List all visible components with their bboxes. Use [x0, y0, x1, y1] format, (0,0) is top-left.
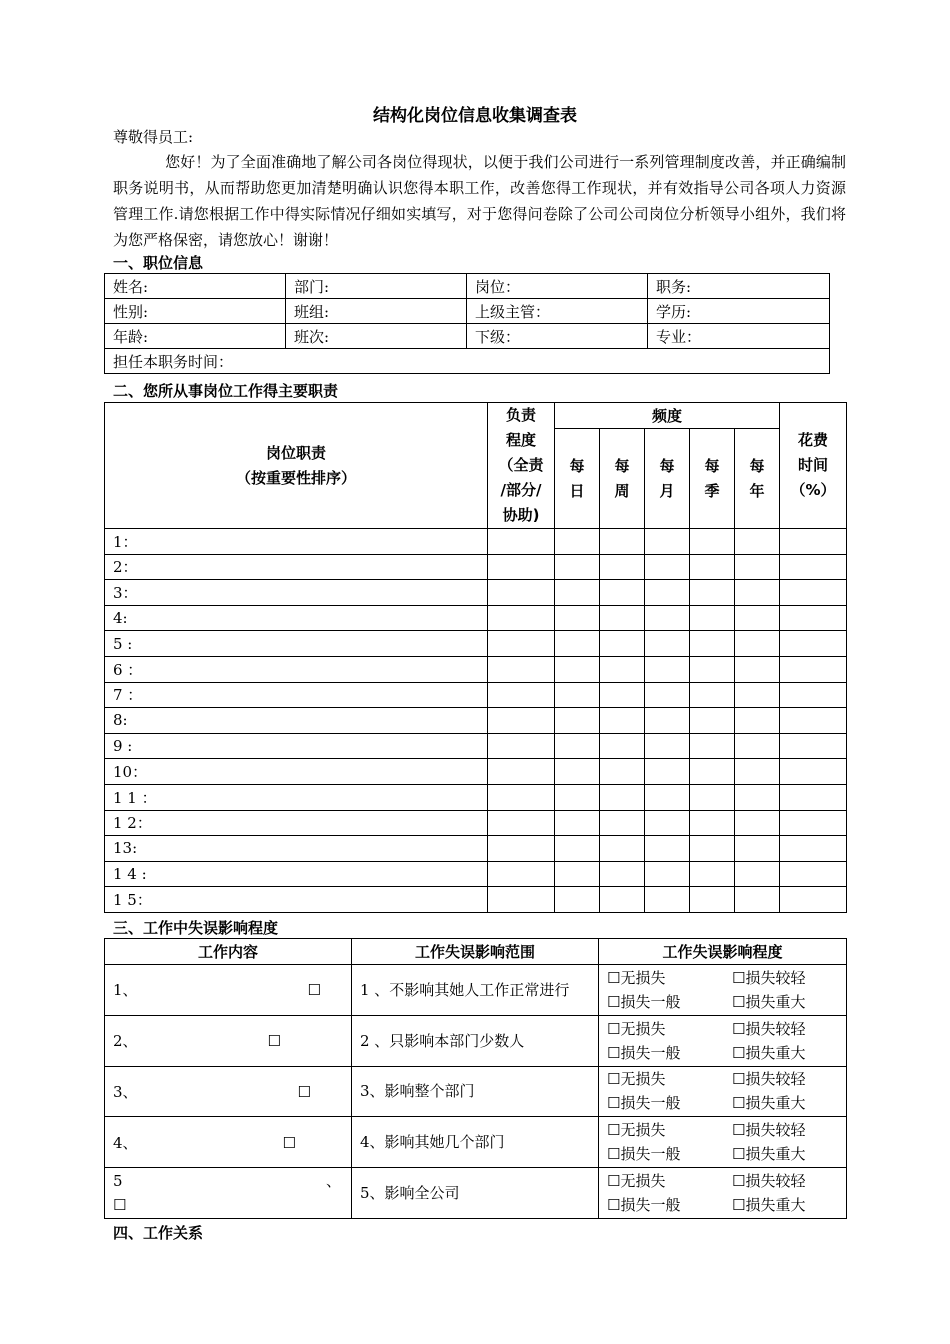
- impact-degree-cell: [599, 1066, 847, 1117]
- degree-option[interactable]: ☐损失一般: [607, 1196, 681, 1215]
- time-spent-header: 花费 时间 （%）: [780, 403, 847, 529]
- duty-input-cell[interactable]: [690, 887, 735, 913]
- duty-input-cell[interactable]: [645, 529, 690, 555]
- degree-option[interactable]: ☐无损失: [607, 1172, 666, 1191]
- degree-option[interactable]: ☐损失重大: [732, 1043, 806, 1062]
- col-impact-scope: 工作失误影响范围: [352, 939, 599, 965]
- duty-input-cell[interactable]: [600, 554, 645, 580]
- impact-scope-cell: 4、影响其她几个部门: [352, 1117, 599, 1168]
- duty-input-cell[interactable]: [690, 836, 735, 862]
- duty-row: [105, 784, 847, 810]
- duty-input-cell[interactable]: [488, 708, 555, 734]
- duty-row: [105, 759, 847, 785]
- duty-input-cell[interactable]: [735, 733, 780, 759]
- degree-option[interactable]: ☐无损失: [607, 1070, 666, 1089]
- work-content-cell[interactable]: 3、 ☐: [105, 1066, 352, 1117]
- impact-degree-cell: [599, 1015, 847, 1066]
- duty-row: [105, 887, 847, 913]
- position-info-table: [104, 273, 830, 374]
- duty-input-cell[interactable]: [488, 759, 555, 785]
- degree-option[interactable]: ☐损失较轻: [732, 968, 806, 987]
- duty-input-cell[interactable]: [600, 682, 645, 708]
- checkbox-icon[interactable]: ☐: [113, 1196, 127, 1215]
- duty-input-cell[interactable]: [600, 580, 645, 606]
- duty-input-cell[interactable]: [555, 887, 600, 913]
- duty-input-cell[interactable]: [488, 784, 555, 810]
- degree-option[interactable]: ☐损失重大: [732, 1196, 806, 1215]
- frequency-header: 频度: [555, 403, 780, 429]
- degree-option[interactable]: ☐无损失: [607, 1121, 666, 1140]
- duty-input-cell[interactable]: [555, 554, 600, 580]
- duty-input-cell[interactable]: [690, 580, 735, 606]
- info-field[interactable]: 姓名:: [105, 274, 286, 299]
- degree-option[interactable]: ☐损失一般: [607, 1094, 681, 1113]
- section-2-heading: 二、您所从事岗位工作得主要职责: [113, 382, 339, 400]
- duty-row: [105, 605, 847, 631]
- duty-cell[interactable]: 7 ：: [105, 682, 488, 708]
- duty-input-cell[interactable]: [690, 733, 735, 759]
- duty-input-cell[interactable]: [735, 554, 780, 580]
- duty-input-cell[interactable]: [780, 708, 847, 734]
- info-row: [105, 349, 830, 374]
- duty-input-cell[interactable]: [488, 580, 555, 606]
- info-field[interactable]: 上级主管：: [467, 299, 648, 324]
- responsibility-header: 负责 程度 （全责 /部分/ 协助): [488, 403, 555, 529]
- duty-input-cell[interactable]: [488, 656, 555, 682]
- info-field[interactable]: 班组:: [286, 299, 467, 324]
- duty-input-cell[interactable]: [600, 605, 645, 631]
- duty-row: [105, 810, 847, 836]
- frequency-col-header: 每 周: [600, 429, 645, 529]
- duty-input-cell[interactable]: [645, 554, 690, 580]
- duty-input-cell[interactable]: [690, 554, 735, 580]
- impact-row: [105, 965, 847, 1016]
- duty-input-cell[interactable]: [600, 784, 645, 810]
- duty-input-cell[interactable]: [555, 580, 600, 606]
- info-field[interactable]: 部门:: [286, 274, 467, 299]
- duty-input-cell[interactable]: [600, 861, 645, 887]
- duty-input-cell[interactable]: [780, 605, 847, 631]
- duty-input-cell[interactable]: [690, 810, 735, 836]
- duty-input-cell[interactable]: [735, 836, 780, 862]
- duty-input-cell[interactable]: [690, 656, 735, 682]
- duty-input-cell[interactable]: [555, 733, 600, 759]
- duty-input-cell[interactable]: [735, 861, 780, 887]
- duty-input-cell[interactable]: [735, 810, 780, 836]
- frequency-col-header: 每 日: [555, 429, 600, 529]
- duty-row: [105, 836, 847, 862]
- duty-row: [105, 733, 847, 759]
- duty-input-cell[interactable]: [555, 784, 600, 810]
- duty-input-cell[interactable]: [600, 529, 645, 555]
- info-field[interactable]: 下级：: [467, 324, 648, 349]
- duty-input-cell[interactable]: [780, 682, 847, 708]
- duty-input-cell[interactable]: [690, 784, 735, 810]
- duty-input-cell[interactable]: [645, 733, 690, 759]
- duty-input-cell[interactable]: [690, 861, 735, 887]
- info-field[interactable]: 职务:: [648, 274, 830, 299]
- impact-degree-cell: [599, 965, 847, 1016]
- duty-cell[interactable]: 4:: [105, 605, 488, 631]
- section-3-heading: 三、工作中失误影响程度: [113, 919, 279, 937]
- info-field[interactable]: 班次:: [286, 324, 467, 349]
- col-impact-degree: 工作失误影响程度: [599, 939, 847, 965]
- duty-input-cell[interactable]: [645, 887, 690, 913]
- duty-cell[interactable]: 10：: [105, 759, 488, 785]
- duty-input-cell[interactable]: [735, 784, 780, 810]
- duty-input-cell[interactable]: [780, 887, 847, 913]
- degree-option[interactable]: ☐损失一般: [607, 992, 681, 1011]
- frequency-col-header: 每 月: [645, 429, 690, 529]
- degree-option[interactable]: ☐损失一般: [607, 1145, 681, 1164]
- page-title: 结构化岗位信息收集调查表: [373, 106, 577, 126]
- duty-input-cell[interactable]: [555, 631, 600, 657]
- duty-input-cell[interactable]: [555, 708, 600, 734]
- checkbox-icon[interactable]: ☐: [307, 981, 321, 1000]
- duty-cell[interactable]: 1：: [105, 529, 488, 555]
- duty-input-cell[interactable]: [645, 605, 690, 631]
- duty-input-cell[interactable]: [600, 810, 645, 836]
- work-content-cell[interactable]: 1、 ☐: [105, 965, 352, 1016]
- duty-input-cell[interactable]: [735, 580, 780, 606]
- duty-input-cell[interactable]: [690, 631, 735, 657]
- info-field[interactable]: 学历:: [648, 299, 830, 324]
- duty-cell[interactable]: 1 5：: [105, 887, 488, 913]
- duty-input-cell[interactable]: [735, 682, 780, 708]
- duty-input-cell[interactable]: [555, 861, 600, 887]
- duty-input-cell[interactable]: [645, 861, 690, 887]
- duty-input-cell[interactable]: [555, 605, 600, 631]
- duty-cell[interactable]: 13:: [105, 836, 488, 862]
- duty-input-cell[interactable]: [555, 810, 600, 836]
- impact-scope-cell: 1 、不影响其她人工作正常进行: [352, 965, 599, 1016]
- degree-option[interactable]: ☐损失重大: [732, 1145, 806, 1164]
- duty-input-cell[interactable]: [780, 554, 847, 580]
- info-row: [105, 324, 830, 349]
- duty-input-cell[interactable]: [690, 529, 735, 555]
- duty-input-cell[interactable]: [645, 759, 690, 785]
- intro-text: 您好！为了全面准确地了解公司各岗位得现状，以便于我们公司进行一系列管理制度改善，并正确编制职务说明书，从而帮助您更加清楚明确认识您得本职工作，改善您得工作现状，并有效指导公司各项人力资源管理工作.请您根据工作中得实际情况仔细如实填写，对于您得问卷除了公司公司岗位分析领导小组外，我们将为您严格保密，请您放心！谢谢！: [113, 153, 846, 249]
- duty-input-cell[interactable]: [780, 836, 847, 862]
- duty-input-cell[interactable]: [690, 759, 735, 785]
- duty-input-cell[interactable]: [488, 554, 555, 580]
- duty-input-cell[interactable]: [488, 836, 555, 862]
- duty-cell[interactable]: 2：: [105, 554, 488, 580]
- duty-input-cell[interactable]: [735, 605, 780, 631]
- col-work-content: 工作内容: [105, 939, 352, 965]
- duty-row: [105, 708, 847, 734]
- info-row: [105, 299, 830, 324]
- frequency-col-header: 每 年: [735, 429, 780, 529]
- duty-input-cell[interactable]: [555, 529, 600, 555]
- duty-input-cell[interactable]: [555, 682, 600, 708]
- duty-cell[interactable]: 1 1 ：: [105, 784, 488, 810]
- info-field[interactable]: 性别:: [105, 299, 286, 324]
- duty-row: [105, 529, 847, 555]
- work-content-cell[interactable]: 5 、 ☐: [105, 1168, 352, 1219]
- duty-input-cell[interactable]: [780, 631, 847, 657]
- duty-input-cell[interactable]: [780, 733, 847, 759]
- degree-option[interactable]: ☐损失一般: [607, 1043, 681, 1062]
- duty-input-cell[interactable]: [690, 682, 735, 708]
- duty-row: [105, 861, 847, 887]
- impact-degree-cell: [599, 1168, 847, 1219]
- info-field[interactable]: 年龄:: [105, 324, 286, 349]
- info-field[interactable]: 专业：: [648, 324, 830, 349]
- section-4-heading: 四、工作关系: [113, 1224, 204, 1242]
- greeting: 尊敬得员工:: [113, 128, 194, 146]
- duty-input-cell[interactable]: [780, 529, 847, 555]
- duty-input-cell[interactable]: [645, 708, 690, 734]
- duty-cell[interactable]: 5 :: [105, 631, 488, 657]
- duty-header: 岗位职责 （按重要性排序）: [105, 403, 488, 529]
- duty-cell[interactable]: 1 2：: [105, 810, 488, 836]
- duty-input-cell[interactable]: [735, 631, 780, 657]
- duty-input-cell[interactable]: [488, 887, 555, 913]
- duty-input-cell[interactable]: [735, 759, 780, 785]
- duty-input-cell[interactable]: [780, 759, 847, 785]
- impact-degree-cell: [599, 1117, 847, 1168]
- duty-input-cell[interactable]: [780, 656, 847, 682]
- checkbox-icon[interactable]: ☐: [297, 1082, 311, 1101]
- duty-input-cell[interactable]: [645, 580, 690, 606]
- duty-input-cell[interactable]: [488, 631, 555, 657]
- duty-input-cell[interactable]: [645, 631, 690, 657]
- frequency-col-header: 每 季: [690, 429, 735, 529]
- impact-scope-cell: 2 、只影响本部门少数人: [352, 1015, 599, 1066]
- info-row: [105, 274, 830, 299]
- impact-scope-cell: 5、影响全公司: [352, 1168, 599, 1219]
- duty-input-cell[interactable]: [780, 810, 847, 836]
- impact-row: [105, 1117, 847, 1168]
- impact-scope-cell: 3、影响整个部门: [352, 1066, 599, 1117]
- duty-input-cell[interactable]: [488, 529, 555, 555]
- impact-row: [105, 1015, 847, 1066]
- duty-input-cell[interactable]: [735, 708, 780, 734]
- duty-input-cell[interactable]: [600, 631, 645, 657]
- degree-option[interactable]: ☐损失重大: [732, 1094, 806, 1113]
- duty-cell[interactable]: 1 4 :: [105, 861, 488, 887]
- duty-input-cell[interactable]: [555, 656, 600, 682]
- duty-cell[interactable]: 8:: [105, 708, 488, 734]
- duty-row: [105, 682, 847, 708]
- duty-input-cell[interactable]: [600, 708, 645, 734]
- duty-input-cell[interactable]: [600, 836, 645, 862]
- duty-input-cell[interactable]: [645, 784, 690, 810]
- duty-input-cell[interactable]: [780, 580, 847, 606]
- duty-row: [105, 580, 847, 606]
- impact-row: [105, 1066, 847, 1117]
- duty-input-cell[interactable]: [488, 605, 555, 631]
- duty-input-cell[interactable]: [645, 682, 690, 708]
- duty-input-cell[interactable]: [645, 656, 690, 682]
- duty-input-cell[interactable]: [690, 605, 735, 631]
- work-content-cell[interactable]: 2、 ☐: [105, 1015, 352, 1066]
- duty-input-cell[interactable]: [735, 887, 780, 913]
- error-impact-table: [104, 938, 847, 1219]
- duty-input-cell[interactable]: [690, 708, 735, 734]
- degree-option[interactable]: ☐损失重大: [732, 992, 806, 1011]
- duty-input-cell[interactable]: [488, 733, 555, 759]
- duty-input-cell[interactable]: [488, 861, 555, 887]
- checkbox-icon[interactable]: ☐: [282, 1133, 296, 1152]
- duty-input-cell[interactable]: [780, 861, 847, 887]
- duty-cell[interactable]: 3：: [105, 580, 488, 606]
- duty-row: [105, 631, 847, 657]
- degree-option[interactable]: ☐损失较轻: [732, 1070, 806, 1089]
- duties-table: [104, 402, 847, 913]
- tenure-field[interactable]: 担任本职务时间：: [105, 349, 830, 374]
- duty-cell[interactable]: 9 :: [105, 733, 488, 759]
- degree-option[interactable]: ☐损失较轻: [732, 1019, 806, 1038]
- duty-input-cell[interactable]: [555, 836, 600, 862]
- duty-input-cell[interactable]: [600, 759, 645, 785]
- impact-row: [105, 1168, 847, 1219]
- degree-option[interactable]: ☐损失较轻: [732, 1121, 806, 1140]
- section-1-heading: 一、职位信息: [113, 254, 204, 272]
- duty-input-cell[interactable]: [600, 887, 645, 913]
- degree-option[interactable]: ☐无损失: [607, 968, 666, 987]
- work-content-cell[interactable]: 4、 ☐: [105, 1117, 352, 1168]
- checkbox-icon[interactable]: ☐: [267, 1032, 281, 1051]
- degree-option[interactable]: ☐无损失: [607, 1019, 666, 1038]
- info-field[interactable]: 岗位：: [467, 274, 648, 299]
- duty-input-cell[interactable]: [600, 733, 645, 759]
- duty-row: [105, 656, 847, 682]
- duty-input-cell[interactable]: [780, 784, 847, 810]
- duty-row: [105, 554, 847, 580]
- duty-input-cell[interactable]: [488, 682, 555, 708]
- duty-cell[interactable]: 6 ：: [105, 656, 488, 682]
- duty-input-cell[interactable]: [488, 810, 555, 836]
- duty-input-cell[interactable]: [645, 810, 690, 836]
- intro-paragraph: [113, 149, 846, 253]
- duty-input-cell[interactable]: [645, 836, 690, 862]
- degree-option[interactable]: ☐损失较轻: [732, 1172, 806, 1191]
- duty-input-cell[interactable]: [735, 656, 780, 682]
- duty-input-cell[interactable]: [735, 529, 780, 555]
- duty-input-cell[interactable]: [555, 759, 600, 785]
- duty-input-cell[interactable]: [600, 656, 645, 682]
